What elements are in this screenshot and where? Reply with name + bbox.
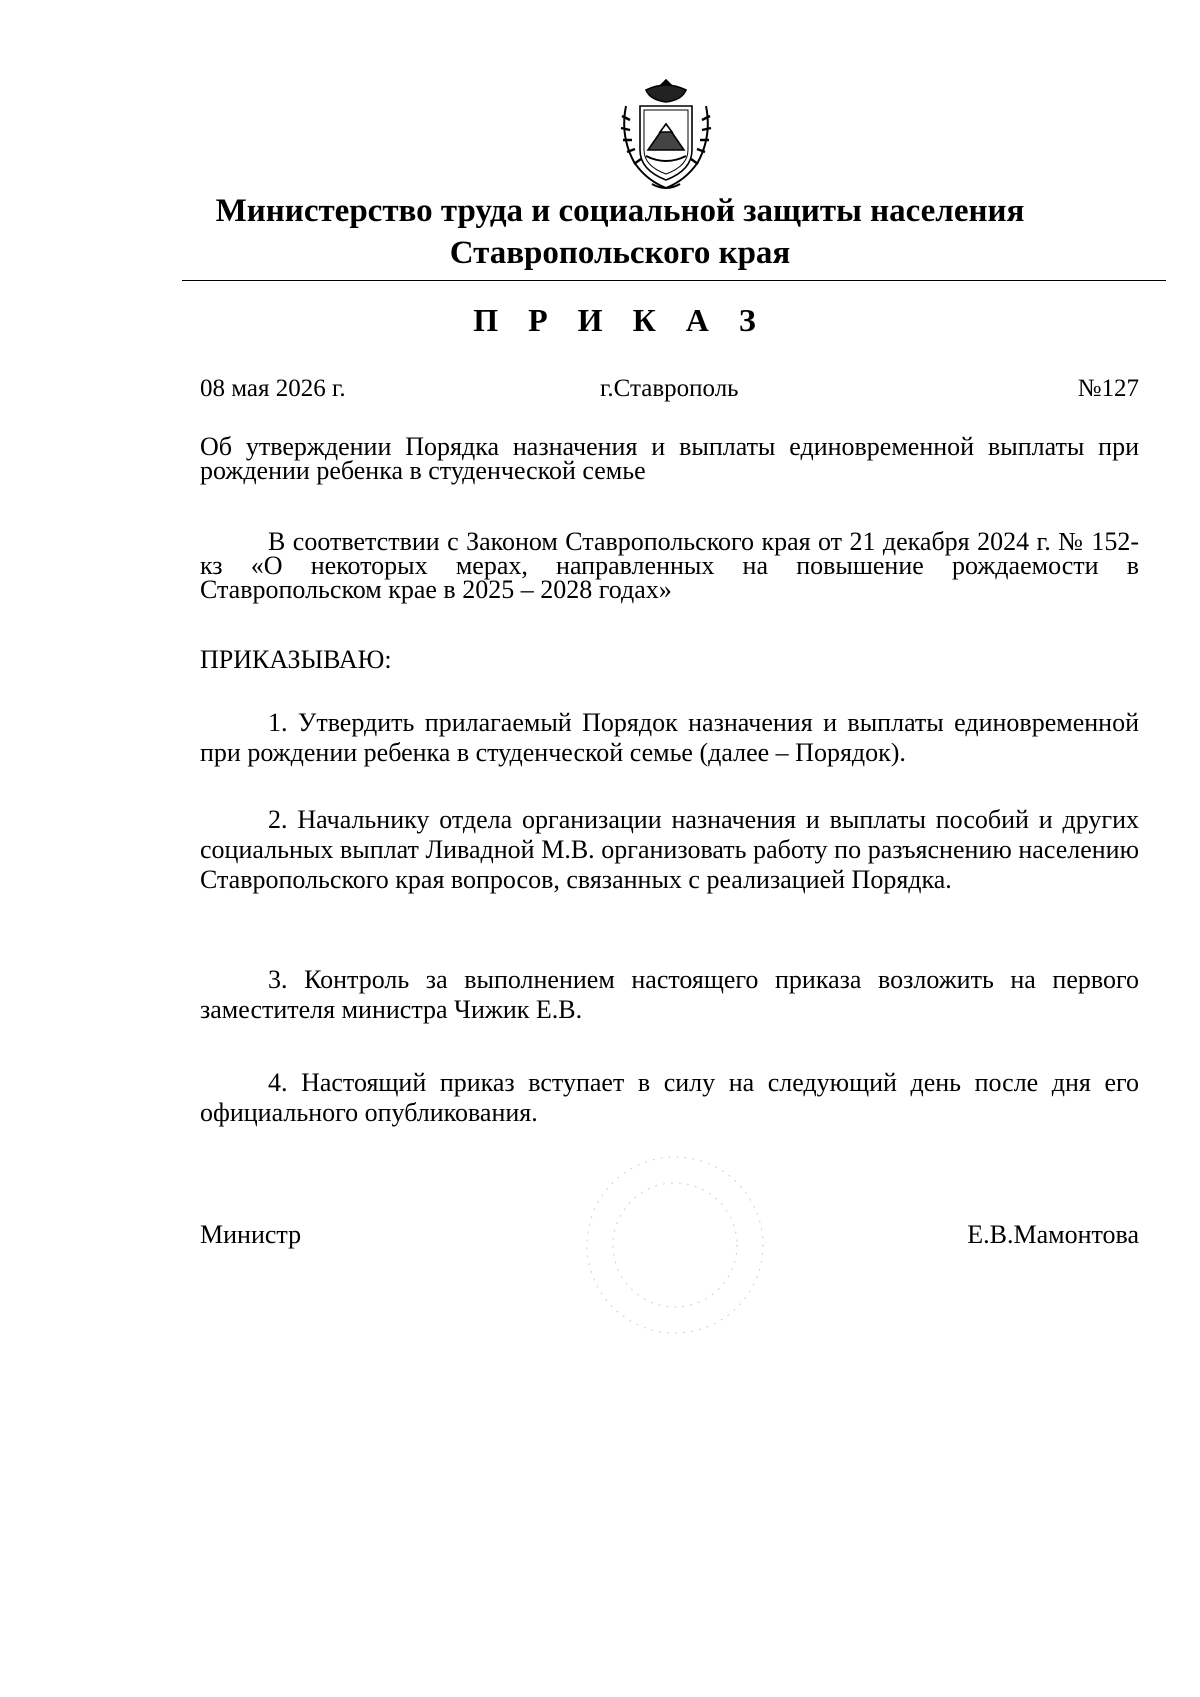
document-type-title: П Р И К А З xyxy=(473,302,767,338)
ministry-name-line1: Министерство труда и социальной защиты населения xyxy=(215,193,1025,229)
signatory-name: Е.В.Мамонтова xyxy=(967,1220,1139,1249)
header-divider xyxy=(182,280,1166,281)
document-city: г.Ставрополь xyxy=(600,375,739,402)
preamble-paragraph: В соответствии с Законом Ставропольского края от 21 декабря 2024 г. № 152-кз «О некоторых мерах, направленных на повышение рождаемости в Ставропольском крае в 2025 – 2028 годах» xyxy=(200,527,1139,604)
order-item-2: 2. Начальнику отдела организации назначения и выплаты пособий и других социальных выплат Ливадной М.В. организовать работу по разъяснению населению Ставропольского края вопросов, связанных с реализацией Порядка. xyxy=(200,805,1139,894)
ministry-name xyxy=(160,190,1080,274)
document-subject: Об утверждении Порядка назначения и выплаты единовременной выплаты при рождении ребенка в студенческой семье xyxy=(200,432,1139,485)
order-word: ПРИКАЗЫВАЮ: xyxy=(200,645,392,674)
order-item-3: 3. Контроль за выполнением настоящего приказа возложить на первого заместителя министра Чижик Е.В. xyxy=(200,965,1139,1024)
document-date: 08 мая 2026 г. xyxy=(200,375,346,402)
coat-of-arms-icon xyxy=(616,76,716,198)
order-item-4: 4. Настоящий приказ вступает в силу на следующий день после дня его официального опубликования. xyxy=(200,1068,1139,1127)
order-item-1: 1. Утвердить прилагаемый Порядок назначения и выплаты единовременной при рождении ребенка в студенческой семье (далее – Порядок). xyxy=(200,708,1139,767)
ministry-name-line2: Ставропольского края xyxy=(449,235,791,271)
document-number: №127 xyxy=(1077,375,1139,402)
signatory-position: Министр xyxy=(200,1220,302,1249)
faint-stamp-mark xyxy=(555,1145,795,1345)
